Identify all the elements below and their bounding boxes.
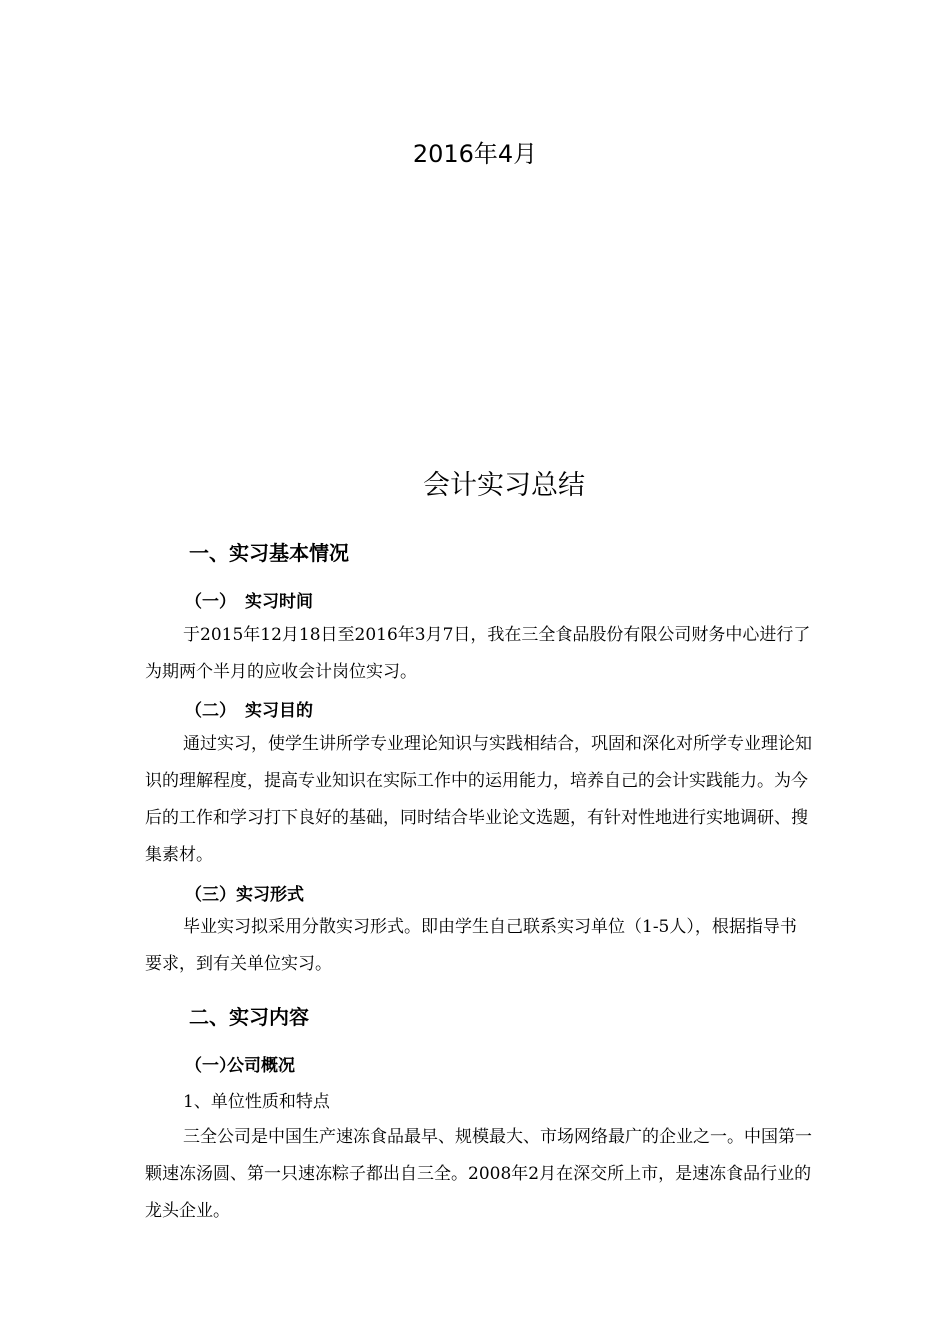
section-heading-basic-info: 一、实习基本情况 — [189, 541, 349, 565]
subheading-label: 公司概况 — [227, 1056, 295, 1076]
subheading-label: 实习形式 — [236, 885, 304, 905]
subheading-number: （一） — [185, 1056, 236, 1076]
subheading-number: （二） — [185, 701, 236, 721]
subheading-internship-purpose — [185, 696, 313, 721]
paragraph-internship-time: 于2015年12月18日至2016年3月7日，我在三全食品股份有限公司财务中心进行了为期两个半月的应收会计岗位实习。 — [145, 625, 811, 682]
section-heading-content: 二、实习内容 — [189, 1005, 309, 1029]
cover-date: 2016年4月 — [412, 140, 538, 168]
subheading-number: （三） — [185, 885, 236, 905]
document-title: 会计实习总结 — [423, 470, 585, 501]
list-item-unit-nature: 1、单位性质和特点 — [183, 1092, 330, 1112]
subheading-internship-form — [185, 880, 304, 905]
subheading-internship-time — [185, 587, 313, 612]
paragraph-internship-purpose: 通过实习，使学生讲所学专业理论知识与实践相结合，巩固和深化对所学专业理论知识的理解程度，提高专业知识在实际工作中的运用能力，培养自己的会计实践能力。为今后的工作和学习打下良好的基础，同时结合毕业论文选题，有针对性地进行实地调研、搜集素材。 — [145, 734, 812, 865]
subheading-company-overview — [185, 1051, 295, 1076]
paragraph-company-overview: 三全公司是中国生产速冻食品最早、规模最大、市场网络最广的企业之一。中国第一颗速冻汤圆、第一只速冻粽子都出自三全。2008年2月在深交所上市，是速冻食品行业的龙头企业。 — [145, 1127, 812, 1221]
subheading-label: 实习时间 — [245, 592, 313, 612]
subheading-number: （一） — [185, 592, 236, 612]
paragraph-internship-form: 毕业实习拟采用分散实习形式。即由学生自己联系实习单位（1-5人），根据指导书 要求，到有关单位实习。 — [145, 917, 803, 974]
subheading-label: 实习目的 — [245, 701, 313, 721]
